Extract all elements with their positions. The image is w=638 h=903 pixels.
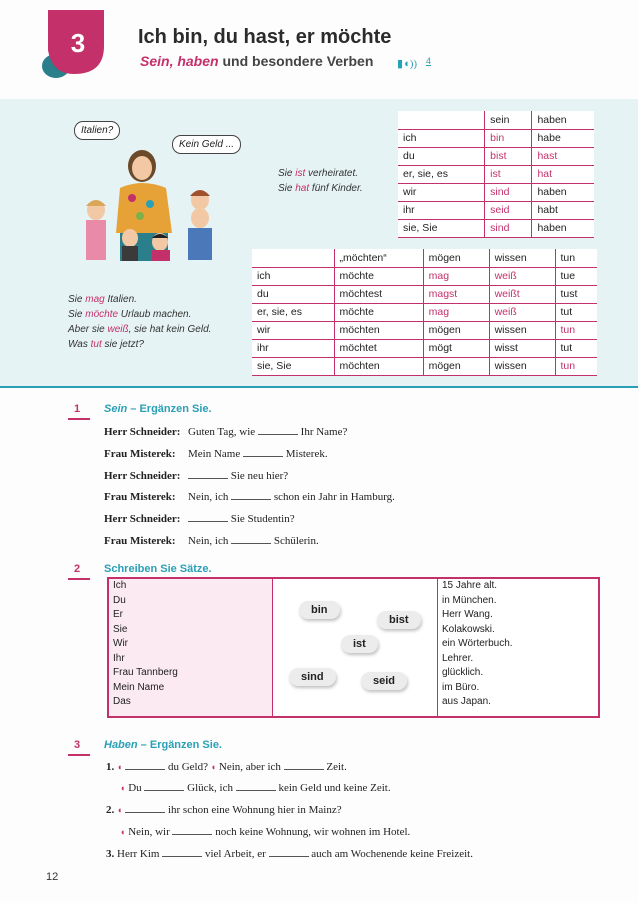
list-item: Frau Tannberg: [113, 667, 178, 678]
list-item: 15 Jahre alt.: [442, 580, 498, 591]
verb-pill: bin: [299, 601, 340, 619]
divider: [0, 386, 638, 388]
exercise-1-number: 1: [74, 403, 81, 415]
speech-bubble-italien: Italien?: [74, 121, 120, 140]
list-item: glücklich.: [442, 667, 484, 678]
table-row: ihr seid habt: [398, 201, 594, 219]
dialogue-line: ◖ Nein, wir noch keine Wohnung, wir wohnen im Hotel.: [120, 826, 411, 838]
speech-bubble-geld: Kein Geld ...: [172, 135, 241, 154]
sentence-builder-grid: [107, 577, 600, 718]
table-row: du möchtest magst weißt tust: [252, 285, 597, 303]
table-row: er, sie, es ist hat: [398, 165, 594, 183]
table-row: ich bin habe: [398, 129, 594, 147]
blank-field[interactable]: [144, 781, 184, 791]
table-row: wir sind haben: [398, 183, 594, 201]
page-subtitle: [140, 53, 373, 69]
list-item: Wir: [113, 638, 128, 649]
exercise-2-title: Schreiben Sie Sätze.: [104, 563, 212, 575]
page-number: 12: [46, 871, 59, 883]
list-item: Mein Name: [113, 681, 165, 693]
blank-field[interactable]: [188, 469, 228, 479]
dialogue-line: 1. ◖ du Geld? ◖ Nein, aber ich Zeit.: [106, 761, 347, 773]
blank-field[interactable]: [172, 825, 212, 835]
conjugation-table-sein-haben: [398, 111, 594, 238]
table-row: sie, Sie möchten mögen wissen tun: [252, 357, 597, 375]
table-header: mögen: [423, 249, 489, 267]
speaker-a-icon: ◖: [117, 805, 123, 815]
dialogue-line: 3. Herr Kim viel Arbeit, er auch am Wochenende keine Freizeit.: [106, 848, 473, 860]
list-item: ein Wörterbuch.: [442, 638, 513, 649]
exercise-3-title: Haben – Ergänzen Sie.: [104, 739, 222, 751]
verb-pill: bist: [377, 611, 421, 629]
blank-field[interactable]: [231, 490, 271, 500]
dialogue-line: Frau Misterek: Nein, ich schon ein Jahr in Hamburg.: [104, 491, 395, 503]
dialogue-line: Frau Misterek: Mein Name Misterek.: [104, 448, 328, 460]
subtitle-rest: und besondere Verben: [218, 53, 374, 69]
dialogue-line: ◖ Du Glück, ich kein Geld und keine Zeit.: [120, 782, 391, 794]
table-header: „möchten“: [334, 249, 423, 267]
table-header-empty: [398, 111, 485, 129]
list-item: Lehrer.: [442, 652, 474, 664]
table-row: sie, Sie sind haben: [398, 219, 594, 237]
speaker-b-icon: ◖: [120, 783, 126, 793]
dialogue-line: Herr Schneider: Guten Tag, wie Ihr Name?: [104, 426, 348, 438]
exercise-1-title: Sein – Ergänzen Sie.: [104, 403, 212, 415]
list-item: Herr Wang.: [442, 609, 493, 620]
table-header: tun: [555, 249, 597, 267]
blank-field[interactable]: [236, 781, 276, 791]
blank-field[interactable]: [125, 803, 165, 813]
blank-field[interactable]: [243, 447, 283, 457]
blank-field[interactable]: [258, 425, 298, 435]
verb-pill: ist: [341, 635, 378, 653]
family-illustration: [80, 138, 220, 263]
audio-track-number[interactable]: 4: [426, 56, 432, 66]
blank-field[interactable]: [231, 534, 271, 544]
page-title: Ich bin, du hast, er möchte: [138, 26, 392, 48]
dialogue-line: Herr Schneider: Sie Studentin?: [104, 513, 295, 525]
blank-field[interactable]: [284, 760, 324, 770]
subjects-column: [109, 579, 273, 716]
speaker-a-icon: ◖: [117, 762, 123, 772]
list-item: aus Japan.: [442, 696, 491, 707]
table-header: wissen: [489, 249, 555, 267]
verb-pill: sind: [289, 668, 336, 686]
list-item: Sie: [113, 623, 128, 635]
lesson-badge: [40, 10, 108, 80]
table-row: wir möchten mögen wissen tun: [252, 321, 597, 339]
table-header: haben: [532, 111, 594, 129]
table-header: sein: [485, 111, 532, 129]
exercise-2-number: 2: [74, 563, 81, 575]
blank-field[interactable]: [269, 847, 309, 857]
table-row: er, sie, es möchte mag weiß tut: [252, 303, 597, 321]
speaker-b-icon: ◖: [210, 762, 217, 772]
verb-pill: seid: [361, 672, 407, 690]
list-item: im Büro.: [442, 681, 480, 693]
list-item: Kolakowski.: [442, 623, 495, 635]
dialogue-line: Herr Schneider: Sie neu hier?: [104, 470, 289, 482]
list-item: Du: [113, 594, 126, 606]
table-row: ihr möchtet mögt wisst tut: [252, 339, 597, 357]
table-row: du bist hast: [398, 147, 594, 165]
complements-column: [437, 579, 598, 716]
grammar-note-sein-haben: Sie ist verheiratet. Sie hat fünf Kinder.: [278, 168, 363, 194]
list-item: Ich: [113, 580, 127, 591]
conjugation-table-modal-verbs: [252, 249, 597, 376]
table-row: ich möchte mag weiß tue: [252, 267, 597, 285]
dialogue-line: Frau Misterek: Nein, ich Schülerin.: [104, 535, 319, 547]
subtitle-highlight: Sein, haben: [140, 53, 219, 69]
dialogue-line: 2. ◖ ihr schon eine Wohnung hier in Mainz?: [106, 804, 342, 816]
list-item: Er: [113, 609, 123, 620]
blank-field[interactable]: [188, 512, 228, 522]
speaker-b-icon: ◖: [120, 827, 126, 837]
list-item: Ihr: [113, 652, 125, 664]
list-item: in München.: [442, 594, 497, 606]
grammar-note-modal: Sie mag Italien. Sie möchte Urlaub machen. Aber sie weiß, sie hat kein Geld. Was tut sie jetzt?: [68, 294, 212, 350]
exercise-3-number: 3: [74, 739, 81, 751]
list-item: Das: [113, 696, 131, 707]
lesson-number: 3: [70, 28, 86, 58]
blank-field[interactable]: [162, 847, 202, 857]
blank-field[interactable]: [125, 760, 165, 770]
table-header-empty: [252, 249, 334, 267]
audio-icon[interactable]: ▮◖)): [397, 58, 418, 70]
